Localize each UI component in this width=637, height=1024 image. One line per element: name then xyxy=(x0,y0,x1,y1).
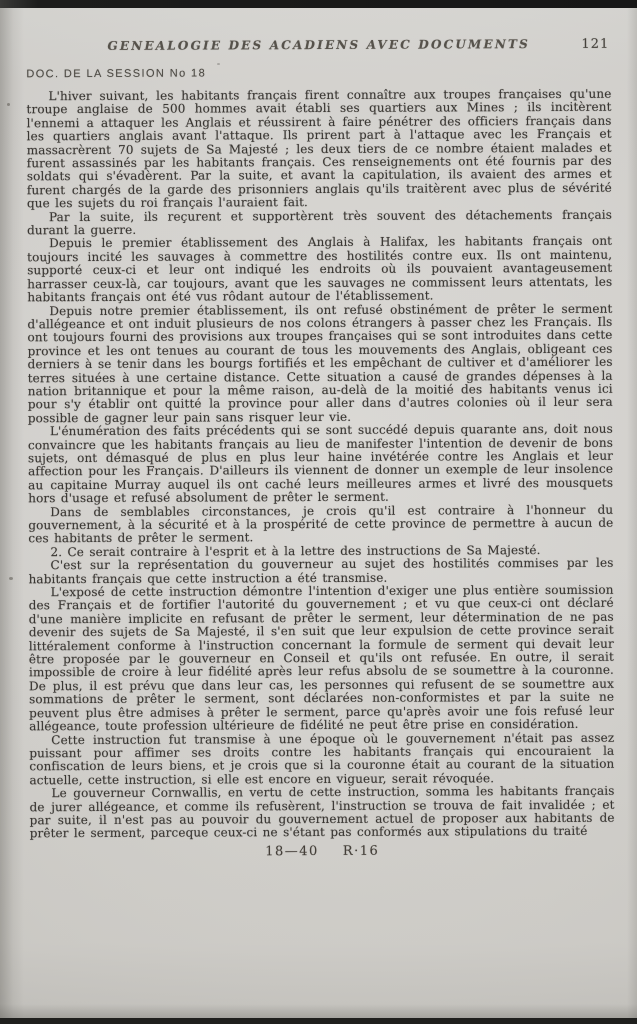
paragraph: Le gouverneur Cornwallis, en vertu de cette instruction, somma les habitants français de jurer allégeance, et comme ils refusèrent, l'instruction se trouva de fait invalidée ; et par suite, il n'est pas au pouvoir du gouvernement actuel de proposer aux habitants de prêter le serment, parceque ceux-ci ne s'étant pas conformés aux stipulations du traité xyxy=(29,783,615,841)
page-gutter-shadow xyxy=(0,0,24,1024)
scan-speck xyxy=(493,588,497,591)
scan-border-bottom xyxy=(0,1018,637,1024)
paragraph: L'exposé de cette instruction démontre l'intention d'exiger une plus entière soumission des Français et de fortifier l'autorité du gouvernement ; et vu que ceux-ci ont déclaré d'une manière implicite en refusant de prêter le serment, leur détermination de ne pas devenir des sujets de Sa Majesté, il s'en suit que leur expulsion de cette province serait littéralement conforme à l'instruction concernant la formule de serment qui devait leur être proposée par le gouverneur en Conseil et qu'ils ont refusée. En outre, il serait impossible de croire à leur fidélité après leur refus absolu de se soumettre à la couronne. De plus, il est prévu que dans leur cas, les personnes qui refusent de se soumettre aux sommations de prêter le serment, sont déclarées non-conformistes et par la suite ne peuvent plus être admises à prêter le serment, parce qu'après avoir une fois refusé leur allégeance, toute profession ultérieure de fidélité ne peut être prise en considération. xyxy=(28,582,615,734)
session-doc-label: DOC. DE LA SESSION No 18 xyxy=(26,67,207,81)
paragraph: C'est sur la représentation du gouverneur au sujet des hostilités commises par les habitants français que cette instruction a été transmise. xyxy=(28,555,614,586)
signature-mark-right: R·16 xyxy=(342,843,380,859)
page-bottom-shadow xyxy=(0,1004,637,1018)
page-edge-shadow xyxy=(627,0,637,1024)
signature-mark xyxy=(30,842,615,860)
paragraph: L'énumération des faits précédents qui se sont succédé depuis quarante ans, doit nous convaincre que les habitants français au lieu de manifester l'intention de devenir de bons sujets, ont démasqué de plus en plus leur haine invétérée contre les Anglais et leur affection pour les Français. D'ailleurs ils viennent de donner un exemple de leur insolence au capitaine Murray auquel ils ont caché leurs meilleures armes et livré des mousquets hors d'usage et refusé absolument de prêter le serment. xyxy=(27,421,614,506)
paragraph: Dans de semblables circonstances, je crois qu'il est contraire à l'honneur du gouvernement, à la sécurité et à la prospérité de cette province de permettre à aucun de ces habitants de prêter le serment. xyxy=(28,502,614,546)
paragraph: L'hiver suivant, les habitants français firent connaître aux troupes françaises qu'une troupe anglaise de 500 hommes avait établi ses quartiers aux Mines ; ils incitèrent l'ennemi a attaquer les Anglais et réussirent à faire pénétrer des officiers français dans les quartiers anglais avant l'attaque. Ils prirent part à l'attaque avec les Français et massacrèrent 70 sujets de Sa Majesté ; les deux tiers de ce nombre étaient malades et furent assassinés par les habitants français. Ces renseignements ont été fournis par des soldats qui s'évadèrent. Par la suite, et avant la capitulation, ils avaient des armes et furent chargés de la garde des prisonniers anglais qu'ils traitèrent avec plus de sévérité que les sujets du roi français l'auraient fait. xyxy=(26,86,612,211)
paragraph: Cette instruction fut transmise à une époque où le gouvernement n'était pas assez puissant pour affimer ses droits contre les habitants français qui encouraient la confiscation de leurs biens, et je crois que si la couronne était au courant de la situation actuelle, cette instruction, si elle est encore en vigueur, serait révoquée. xyxy=(29,730,615,787)
paragraph: Depuis notre premier établissement, ils ont refusé obstinément de prêter le serment d'allégeance et ont induit plusieurs de nos colons étrangers à passer chez les Français. Ils ont toujours fourni des provisions aux troupes françaises qui se sont introduites dans cette province et les ont tenues au courant de tous les mouvements des Anglais, obligeant ces derniers à se tenir dans les bourgs fortifiés et les empêchant de cultiver et d'améliorer les terres situées à une certaine distance. Cette situation a causé de grandes dépenses à la nation britannique et pour la même raison, au-delà de la moitié des habitants venus ici pour s'y établir ont quitté la province pour aller dans d'autres colonies où il leur sera possible de gagner leur pain sans risquer leur vie. xyxy=(27,301,613,426)
page-header xyxy=(26,37,611,58)
paragraph: Par la suite, ils reçurent et supportèrent très souvent des détachements français durant la guerre. xyxy=(27,207,613,238)
scan-speck xyxy=(217,63,220,65)
running-title: GENEALOGIE DES ACADIENS AVEC DOCUMENTS xyxy=(107,37,531,53)
paragraph: 2. Ce serait contraire à l'esprit et à la lettre des instructions de Sa Majesté. xyxy=(50,542,541,559)
page-content xyxy=(26,37,615,860)
scan-border-top xyxy=(0,0,637,8)
signature-mark-left: 18—40 xyxy=(265,843,319,859)
document-body xyxy=(26,88,614,841)
page-number: 121 xyxy=(581,36,610,52)
paragraph: Depuis le premier établissement des Anglais à Halifax, les habitants français ont toujours incité les sauvages à commettre des hostilités contre eux. Ils ont maintenu, supporté ceux-ci et leur ont indiqué les endroits où ils pouvaient avantageusement harrasser ceux-là, car toujours, avant que les sauvages ne commissent leurs attentats, les habitants français ont été vus rôdant autour de l'établissement. xyxy=(27,234,613,305)
